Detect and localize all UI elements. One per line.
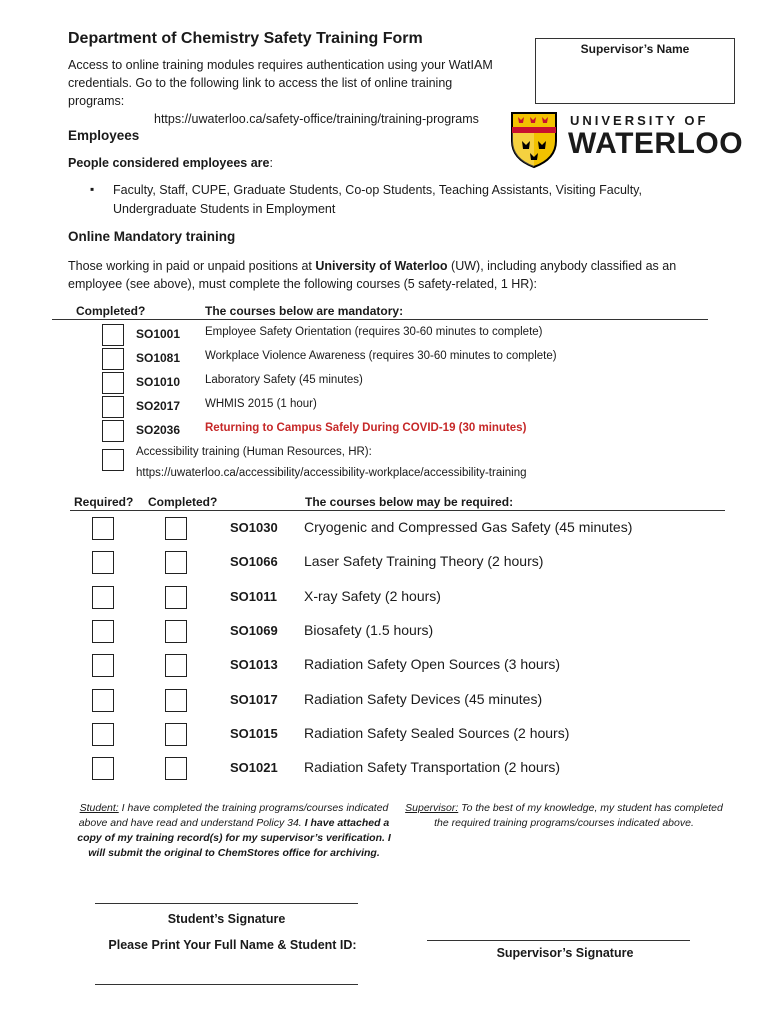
- required-checkbox[interactable]: [92, 689, 114, 712]
- student-signature-line[interactable]: [95, 903, 358, 904]
- course-code: SO1001: [136, 327, 181, 341]
- course-description: Workplace Violence Awareness (requires 30-60 minutes to complete): [205, 350, 557, 362]
- form-title: Department of Chemistry Safety Training Form: [68, 30, 423, 47]
- mandatory-description: [68, 257, 708, 293]
- course-description: Biosafety (1.5 hours): [304, 622, 434, 638]
- mandatory-heading: Online Mandatory training: [68, 229, 236, 244]
- mandatory-desc-before: Those working in paid or unpaid positions at: [68, 259, 316, 273]
- required-checkbox[interactable]: [92, 654, 114, 677]
- mandatory-desc-bold: University of Waterloo: [315, 259, 448, 273]
- course-code: SO1013: [230, 657, 278, 672]
- supervisor-declaration: [405, 801, 723, 831]
- accessibility-checkbox[interactable]: [102, 449, 124, 471]
- mandatory-col-completed: Completed?: [76, 304, 146, 318]
- course-code: SO1081: [136, 351, 181, 365]
- course-description: Returning to Campus Safely During COVID-19 (30 minutes): [205, 422, 527, 434]
- mandatory-checkbox[interactable]: [102, 324, 124, 346]
- course-description: Radiation Safety Devices (45 minutes): [304, 691, 543, 707]
- supervisor-declaration-text: To the best of my knowledge, my student has completed the required training programs/courses indicated above.: [434, 802, 723, 829]
- student-declaration-bold: I have attached a copy of my training record(s) for my supervisor’s verification. I will submit the original to ChemStores office for archiving.: [77, 817, 391, 859]
- required-checkbox[interactable]: [92, 723, 114, 746]
- employees-list: Faculty, Staff, CUPE, Graduate Students, Co-op Students, Teaching Assistants, Visiting Faculty, Undergraduate Students in Employment: [113, 183, 642, 216]
- training-programs-link[interactable]: https://uwaterloo.ca/safety-office/training/training-programs: [154, 112, 479, 126]
- completed-checkbox[interactable]: [165, 689, 187, 712]
- course-code: SO1015: [230, 726, 278, 741]
- mandatory-checkbox[interactable]: [102, 396, 124, 418]
- logo-wordmark-main: WATERLOO: [568, 127, 744, 160]
- completed-checkbox[interactable]: [165, 620, 187, 643]
- course-description: Cryogenic and Compressed Gas Safety (45 minutes): [304, 519, 633, 535]
- employees-subheading: [68, 154, 273, 172]
- course-code: SO1021: [230, 760, 278, 775]
- required-checkbox[interactable]: [92, 620, 114, 643]
- course-description: Laboratory Safety (45 minutes): [205, 374, 363, 386]
- optional-col-required: Required?: [74, 495, 134, 509]
- mandatory-checkbox[interactable]: [102, 348, 124, 370]
- course-description: Radiation Safety Sealed Sources (2 hours): [304, 725, 570, 741]
- supervisor-name-box[interactable]: [535, 38, 735, 104]
- course-code: SO2017: [136, 399, 181, 413]
- course-code: SO1030: [230, 520, 278, 535]
- course-description: Employee Safety Orientation (requires 30-60 minutes to complete): [205, 326, 543, 338]
- mandatory-checkbox[interactable]: [102, 372, 124, 394]
- supervisor-declaration-label: Supervisor:: [405, 802, 459, 814]
- supervisor-signature-label: Supervisor’s Signature: [496, 946, 634, 960]
- optional-col-courses: The courses below may be required:: [305, 495, 514, 509]
- logo-wordmark-top: UNIVERSITY OF: [570, 113, 709, 128]
- course-description: WHMIS 2015 (1 hour): [205, 398, 317, 410]
- completed-checkbox[interactable]: [165, 723, 187, 746]
- accessibility-label: Accessibility training (Human Resources, HR):: [136, 446, 372, 458]
- course-code: SO1066: [230, 554, 278, 569]
- course-code: SO1010: [136, 375, 181, 389]
- university-logo: [510, 111, 744, 169]
- supervisor-signature-line[interactable]: [427, 940, 690, 941]
- intro-paragraph: Access to online training modules requires authentication using your WatIAM credentials. Go to the following link to access the list of online training programs:: [68, 58, 493, 108]
- bullet-icon: ▪: [90, 182, 95, 196]
- course-code: SO1017: [230, 692, 278, 707]
- mandatory-col-courses: The courses below are mandatory:: [205, 304, 404, 318]
- employees-subheading-text: People considered employees are: [68, 156, 270, 170]
- accessibility-link[interactable]: https://uwaterloo.ca/accessibility/accessibility-workplace/accessibility-training: [136, 467, 527, 479]
- employees-subheading-colon: :: [269, 156, 273, 170]
- course-description: Laser Safety Training Theory (2 hours): [304, 553, 544, 569]
- crest-icon: [510, 111, 558, 169]
- completed-checkbox[interactable]: [165, 757, 187, 780]
- employees-heading: Employees: [68, 128, 140, 143]
- optional-col-completed: Completed?: [148, 495, 218, 509]
- required-checkbox[interactable]: [92, 586, 114, 609]
- mandatory-header-rule: [52, 319, 708, 320]
- optional-header-rule: [70, 510, 725, 511]
- completed-checkbox[interactable]: [165, 654, 187, 677]
- intro-text: [68, 56, 508, 128]
- student-signature-label: Student’s Signature: [167, 912, 286, 926]
- required-checkbox[interactable]: [92, 757, 114, 780]
- required-checkbox[interactable]: [92, 517, 114, 540]
- course-description: Radiation Safety Open Sources (3 hours): [304, 656, 561, 672]
- student-declaration-text: I have completed the training programs/courses indicated above and have read and understand Policy 34.: [78, 802, 389, 829]
- mandatory-desc-after: (UW), including anybody classified as an employee (see above), must complete the following courses (5 safety-related, 1 HR):: [68, 259, 677, 291]
- required-checkbox[interactable]: [92, 551, 114, 574]
- course-code: SO1011: [230, 589, 277, 604]
- student-declaration-label: Student:: [79, 802, 119, 814]
- course-code: SO2036: [136, 423, 181, 437]
- print-name-label: Please Print Your Full Name & Student ID:: [108, 938, 357, 952]
- completed-checkbox[interactable]: [165, 551, 187, 574]
- student-name-line[interactable]: [95, 984, 358, 985]
- supervisor-name-label: Supervisor’s Name: [580, 42, 690, 56]
- student-declaration: [72, 801, 396, 861]
- completed-checkbox[interactable]: [165, 517, 187, 540]
- mandatory-checkbox[interactable]: [102, 420, 124, 442]
- course-code: SO1069: [230, 623, 278, 638]
- course-description: Radiation Safety Transportation (2 hours): [304, 759, 561, 775]
- completed-checkbox[interactable]: [165, 586, 187, 609]
- course-description: X-ray Safety (2 hours): [304, 588, 441, 604]
